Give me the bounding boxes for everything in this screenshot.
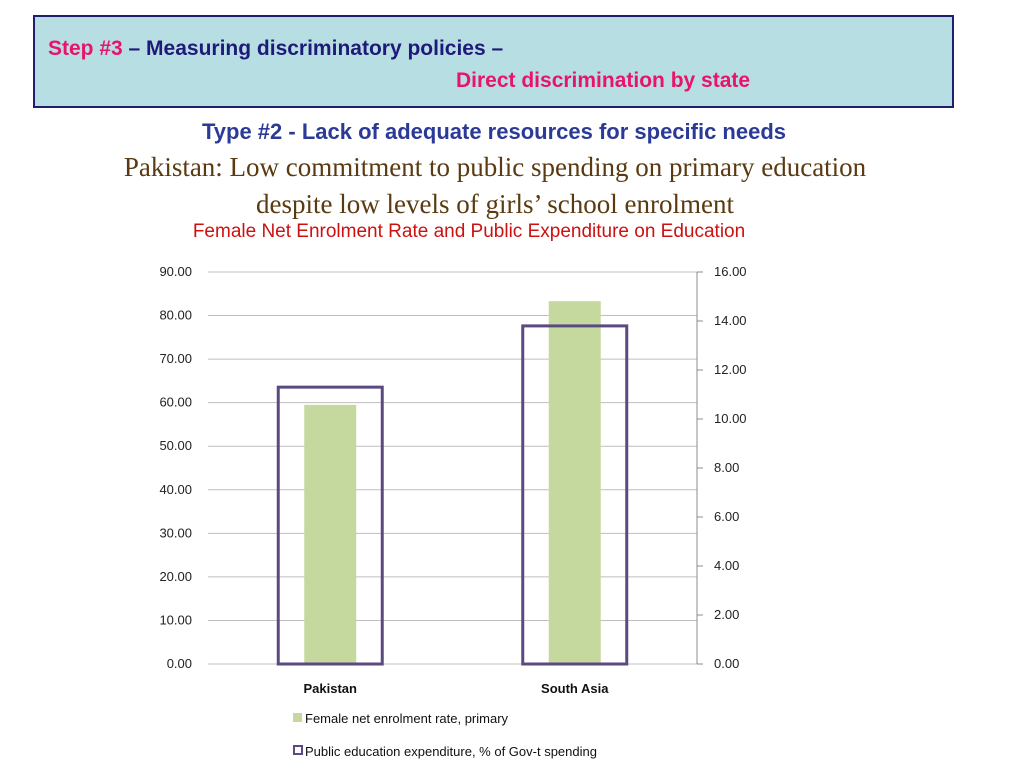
y-right-tick-label: 14.00 (714, 313, 747, 328)
headline-line-1: Pakistan: Low commitment to public spending on primary education (123, 152, 867, 182)
type-heading: Type #2 - Lack of adequate resources for specific needs (201, 119, 787, 144)
y-left-tick-label: 0.00 (166, 656, 192, 671)
y-left-tick-label: 70.00 (159, 351, 192, 367)
chart-title: Female Net Enrolment Rate and Public Expenditure on Education (192, 221, 746, 242)
y-left-tick-label: 60.00 (159, 394, 192, 410)
x-category-label: South Asia (541, 681, 609, 696)
y-right-tick-label: 4.00 (714, 558, 740, 573)
headline-line-2: despite low levels of girls’ school enrolment (256, 189, 734, 219)
y-left-tick-label: 30.00 (159, 525, 192, 541)
y-right-tick-label: 6.00 (714, 509, 740, 524)
y-right-tick-label: 16.00 (714, 264, 747, 279)
y-left-tick-label: 10.00 (159, 612, 192, 628)
bar-enrolment-pakistan (304, 405, 356, 664)
legend-swatch-expenditure (294, 746, 302, 754)
y-right-tick-label: 2.00 (714, 607, 740, 622)
y-right-tick-label: 10.00 (714, 411, 747, 426)
bar-enrolment-south-asia (549, 301, 601, 664)
y-right-tick-label: 12.00 (714, 362, 747, 377)
step-label: Step #3 (48, 37, 123, 60)
y-left-tick-label: 90.00 (159, 264, 192, 279)
y-left-tick-label: 50.00 (159, 438, 192, 454)
y-left-tick-label: 40.00 (159, 481, 192, 497)
legend-swatch-enrolment (293, 713, 302, 722)
x-category-label: Pakistan (303, 681, 357, 696)
legend-label-enrolment: Female net enrolment rate, primary (305, 711, 509, 726)
header-subtitle: Direct discrimination by state (456, 69, 751, 92)
header-title: – Measuring discriminatory policies – (122, 37, 504, 60)
y-left-tick-label: 80.00 (159, 307, 192, 323)
legend-label-expenditure: Public education expenditure, % of Gov-t spending (305, 744, 597, 759)
y-left-tick-label: 20.00 (159, 568, 192, 584)
y-right-tick-label: 0.00 (714, 656, 740, 671)
y-right-tick-label: 8.00 (714, 460, 740, 475)
